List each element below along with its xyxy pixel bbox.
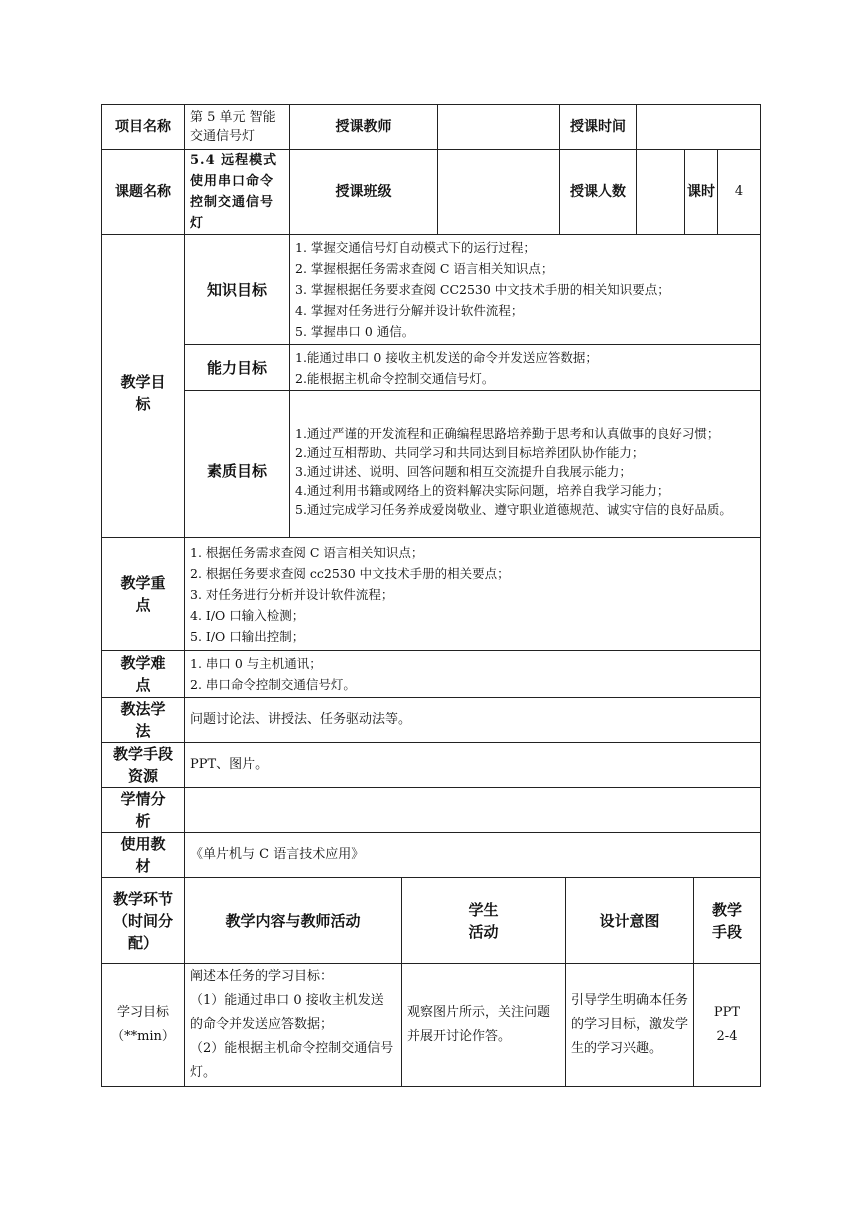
stage-cell: 学习目标（**min） (102, 964, 185, 1087)
topic-value: 5.4 远程模式使用串口命令控制交通信号灯 (185, 150, 290, 235)
lesson-info-table (101, 104, 761, 552)
key-points-label: 教学重点 (102, 538, 185, 651)
difficulties-label: 教学难点 (102, 651, 185, 698)
quality-list (290, 391, 761, 552)
topic-row (102, 150, 761, 235)
content-line: （2）能根据主机命令控制交通信号灯。 (190, 1041, 394, 1080)
knowledge-item: 4. 掌握对任务进行分解并设计软件流程； (295, 303, 524, 318)
difficulty-item: 1. 串口 0 与主机通讯； (190, 656, 322, 671)
student-cell: 观察图片所示，关注问题并展开讨论作答。 (402, 964, 566, 1087)
methods-label: 教法学法 (102, 698, 185, 743)
content-line: 阐述本任务的学习目标： (190, 969, 334, 984)
quality-item: 3.通过讲述、说明、回答问题和相互交流提升自我展示能力； (295, 463, 632, 479)
difficulty-item: 2. 串口命令控制交通信号灯。 (190, 677, 356, 692)
textbook-row (102, 833, 761, 878)
means-cell: PPT 2-4 (694, 964, 761, 1087)
methods-row (102, 698, 761, 743)
key-point-item: 3. 对任务进行分析并设计软件流程； (190, 586, 394, 602)
knowledge-list (290, 235, 761, 345)
analysis-row (102, 788, 761, 833)
difficulties-list (185, 651, 761, 698)
textbook-value: 《单片机与 C 语言技术应用》 (185, 833, 761, 878)
textbook-label: 使用教材 (102, 833, 185, 878)
stage-header: 教学环节（时间分配） (102, 878, 185, 964)
methods-value: 问题讨论法、讲授法、任务驱动法等。 (185, 698, 761, 743)
class-value (438, 150, 560, 235)
project-row (102, 105, 761, 150)
key-point-item: 2. 根据任务要求查阅 cc2530 中文技术手册的相关要点； (190, 565, 510, 581)
ability-list (290, 345, 761, 391)
project-label: 项目名称 (102, 105, 185, 150)
ability-row (102, 345, 761, 391)
content-cell (185, 964, 402, 1087)
ability-label: 能力目标 (185, 345, 290, 391)
quality-row (102, 391, 761, 552)
process-header-row (102, 878, 761, 964)
quality-item: 4.通过利用书籍或网络上的资料解决实际问题，培养自我学习能力； (295, 482, 670, 498)
resources-label: 教学手段资源 (102, 743, 185, 788)
analysis-value (185, 788, 761, 833)
key-point-item: 1. 根据任务需求查阅 C 语言相关知识点； (190, 544, 424, 560)
class-label: 授课班级 (290, 150, 438, 235)
knowledge-row (102, 235, 761, 345)
design-header: 设计意图 (566, 878, 694, 964)
knowledge-item: 5. 掌握串口 0 通信。 (295, 324, 415, 339)
project-value: 第 5 单元 智能交通信号灯 (185, 105, 290, 150)
process-row (102, 964, 761, 1087)
quality-item: 2.通过互相帮助、共同学习和共同达到目标培养团队协作能力； (295, 444, 645, 460)
count-value (637, 150, 685, 235)
hours-label: 课时 (685, 150, 718, 235)
time-value (637, 105, 761, 150)
quality-item: 5.通过完成学习任务养成爱岗敬业、遵守职业道德规范、诚实守信的良好品质。 (295, 501, 732, 517)
design-cell: 引导学生明确本任务的学习目标，激发学生的学习兴趣。 (566, 964, 694, 1087)
quality-label: 素质目标 (185, 391, 290, 552)
topic-label: 课题名称 (102, 150, 185, 235)
teacher-value (438, 105, 560, 150)
ability-item: 2.能根据主机命令控制交通信号灯。 (295, 370, 495, 386)
teaching-process-table (101, 877, 761, 1087)
objectives-label: 教学目标 (102, 235, 185, 552)
key-point-item: 5. I/O 口输出控制； (190, 628, 305, 644)
key-point-item: 4. I/O 口输入检测； (190, 607, 305, 623)
content-line: （1）能通过串口 0 接收主机发送的命令并发送应答数据； (190, 993, 384, 1032)
quality-item: 1.通过严谨的开发流程和正确编程思路培养勤于思考和认真做事的良好习惯； (295, 425, 720, 441)
content-header: 教学内容与教师活动 (185, 878, 402, 964)
knowledge-item: 1. 掌握交通信号灯自动模式下的运行过程； (295, 240, 536, 255)
time-label: 授课时间 (560, 105, 637, 150)
knowledge-label: 知识目标 (185, 235, 290, 345)
resources-row (102, 743, 761, 788)
analysis-label: 学情分析 (102, 788, 185, 833)
difficulties-row (102, 651, 761, 698)
hours-value: 4 (718, 150, 761, 235)
student-header: 学生活动 (402, 878, 566, 964)
knowledge-item: 3. 掌握根据任务要求查阅 CC2530 中文技术手册的相关知识要点； (295, 282, 670, 297)
knowledge-item: 2. 掌握根据任务需求查阅 C 语言相关知识点； (295, 261, 554, 276)
count-label: 授课人数 (560, 150, 637, 235)
resources-value: PPT、图片。 (185, 743, 761, 788)
key-points-list (185, 538, 761, 651)
key-points-row (102, 538, 761, 651)
teacher-label: 授课教师 (290, 105, 438, 150)
ability-item: 1.能通过串口 0 接收主机发送的命令并发送应答数据； (295, 349, 598, 365)
means-header: 教学手段 (694, 878, 761, 964)
lesson-detail-table (101, 537, 761, 878)
